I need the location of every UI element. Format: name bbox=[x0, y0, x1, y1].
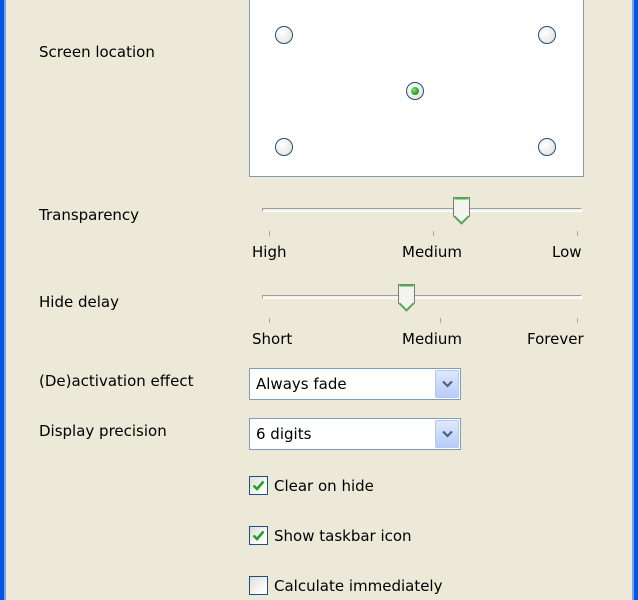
transparency-tick bbox=[577, 231, 578, 236]
transparency-label: Transparency bbox=[39, 206, 140, 224]
hide-delay-tick bbox=[577, 318, 578, 323]
location-bottom-right-radio[interactable] bbox=[538, 138, 556, 156]
hide-delay-forever-label: Forever bbox=[527, 330, 584, 348]
calculate-immediately-checkbox[interactable] bbox=[249, 576, 268, 595]
activation-effect-dropdown[interactable] bbox=[249, 368, 461, 400]
calculate-immediately-label[interactable]: Calculate immediately bbox=[274, 577, 443, 595]
location-center-radio[interactable] bbox=[406, 82, 424, 100]
screen-location-box bbox=[249, 0, 584, 177]
hide-delay-label: Hide delay bbox=[39, 293, 119, 311]
location-top-right-radio[interactable] bbox=[538, 26, 556, 44]
activation-effect-dropdown-button[interactable] bbox=[435, 370, 459, 398]
hide-delay-thumb[interactable] bbox=[397, 283, 416, 313]
hide-delay-medium-label: Medium bbox=[402, 330, 462, 348]
location-top-left-radio[interactable] bbox=[275, 26, 293, 44]
display-precision-value: 6 digits bbox=[256, 425, 312, 443]
hide-delay-track[interactable] bbox=[262, 295, 582, 299]
chevron-down-icon bbox=[442, 380, 453, 388]
display-precision-label: Display precision bbox=[39, 422, 167, 440]
location-bottom-left-radio[interactable] bbox=[275, 138, 293, 156]
window-border-right bbox=[634, 0, 638, 600]
activation-effect-value: Always fade bbox=[256, 375, 347, 393]
hide-delay-tick bbox=[269, 318, 270, 323]
transparency-medium-label: Medium bbox=[402, 243, 462, 261]
clear-on-hide-label[interactable]: Clear on hide bbox=[274, 477, 374, 495]
activation-effect-label: (De)activation effect bbox=[39, 372, 194, 390]
show-taskbar-icon-checkbox[interactable] bbox=[249, 526, 268, 545]
hide-delay-tick bbox=[440, 318, 441, 323]
hide-delay-short-label: Short bbox=[252, 330, 293, 348]
transparency-tick bbox=[269, 231, 270, 236]
clear-on-hide-checkbox[interactable] bbox=[249, 476, 268, 495]
checkmark-icon bbox=[252, 529, 265, 542]
transparency-thumb[interactable] bbox=[452, 196, 471, 226]
window-border-right-inner bbox=[632, 0, 634, 600]
transparency-low-label: Low bbox=[552, 243, 582, 261]
show-taskbar-icon-label[interactable]: Show taskbar icon bbox=[274, 527, 412, 545]
display-precision-dropdown-button[interactable] bbox=[435, 420, 459, 448]
display-precision-dropdown[interactable] bbox=[249, 418, 461, 450]
screen-location-label: Screen location bbox=[39, 43, 155, 61]
transparency-tick bbox=[433, 231, 434, 236]
window-border-left-inner bbox=[4, 0, 6, 600]
transparency-track[interactable] bbox=[262, 208, 582, 212]
chevron-down-icon bbox=[442, 430, 453, 438]
checkmark-icon bbox=[252, 479, 265, 492]
transparency-high-label: High bbox=[252, 243, 287, 261]
